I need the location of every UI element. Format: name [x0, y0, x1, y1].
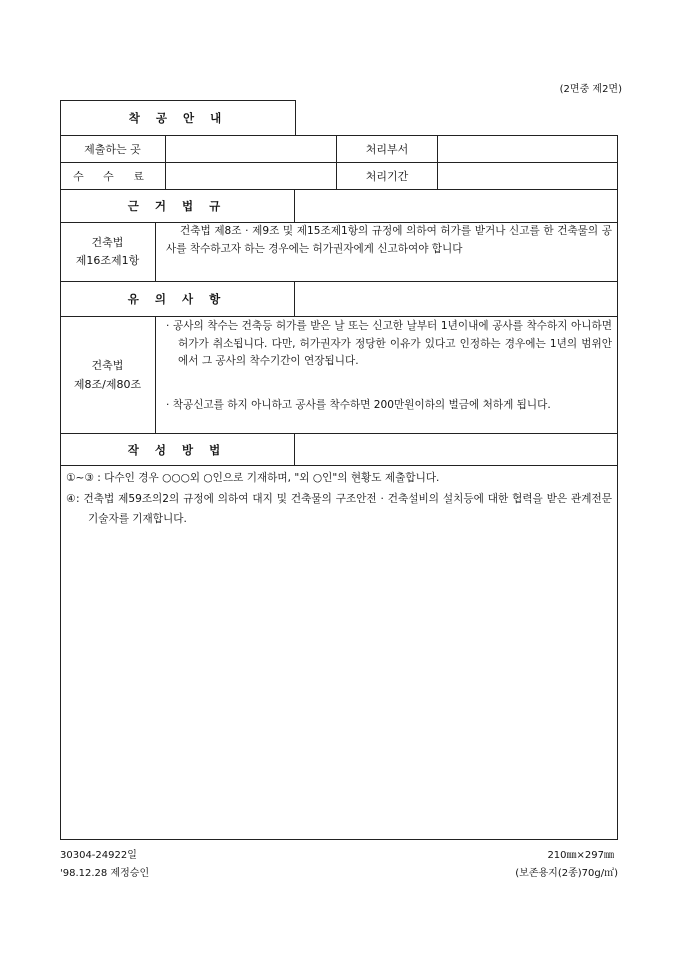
notes-item-1: · 공사의 착수는 건축등 허가를 받은 날 또는 신고한 날부터 1년이내에 공사를 착수하지 아니하면 허가가 취소됩니다. 다만, 허가권자가 정당한 이유가 있다고 인정하는 경우에는 1년의 범위안에서 그 공사의 착수기간이 연장됩니다. [166, 320, 612, 367]
method-line-1: ①~③ : 다수인 경우 ○○○외 ○인으로 기재하며, "외 ○인"의 현황도 제출합니다. [66, 472, 440, 484]
method-section-heading: 작 성 방 법 [127, 442, 227, 457]
dept-value [438, 136, 617, 162]
period-value [438, 163, 617, 189]
legal-law-name: 건축법 [91, 236, 124, 249]
dept-label: 처리부서 [365, 143, 409, 156]
paper-size: 210㎜×297㎜ [547, 850, 614, 861]
legal-text: 건축법 제8조 · 제9조 및 제15조제1항의 규정에 의하여 허가를 받거나 신고를 한 건축물의 공사를 착수하고자 하는 경우에는 허가권자에게 신고하여야 합니다 [166, 225, 612, 255]
notes-law-article: 제8조/제80조 [73, 378, 142, 391]
notes-section-heading: 유 의 사 항 [127, 292, 227, 306]
fee-value [166, 163, 336, 189]
form-code: 30304-24922일 [60, 850, 137, 861]
submit-place-value [166, 136, 336, 162]
legal-law-article: 제16조제1항 [75, 254, 140, 267]
notes-item-2: · 착공신고를 하지 아니하고 공사를 착수하면 200만원이하의 벌금에 처하게 됩니다. [166, 399, 551, 411]
notes-law-name: 건축법 [91, 359, 124, 372]
submit-place-label: 제출하는 곳 [84, 143, 141, 156]
guide-section-heading: 착 공 안 내 [60, 100, 296, 135]
fee-label: 수 수 료 [73, 170, 152, 183]
period-label: 처리기간 [365, 170, 409, 183]
page-label: (2면중 제2면) [559, 84, 622, 95]
method-line-2: ④: 건축법 제59조의2의 규정에 의하여 대지 및 건축물의 구조안전 · 건축설비의 설치등에 대한 협력을 받은 관계전문기술자를 기재합니다. [66, 493, 612, 525]
notes-law-cell [60, 317, 155, 433]
legal-law-cell [60, 223, 155, 281]
legal-section-heading: 근 거 법 규 [127, 199, 227, 213]
paper-type: (보존용지(2종)70g/㎡) [515, 868, 618, 879]
approval-date: '98.12.28 제정승인 [60, 868, 150, 879]
